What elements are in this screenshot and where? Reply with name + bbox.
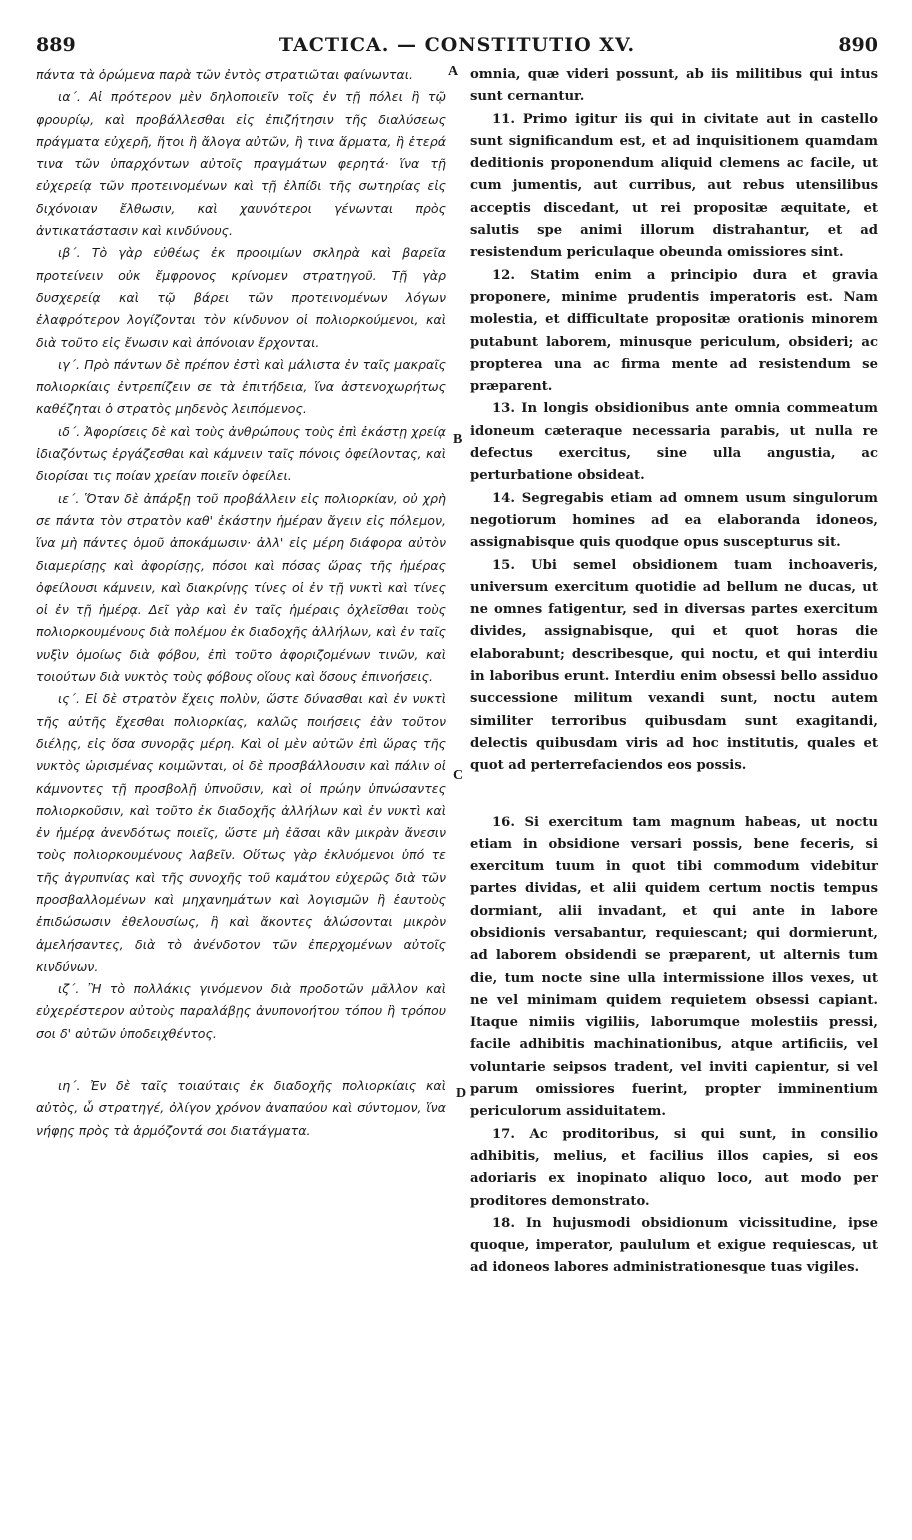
- latin-paragraph: 17. Ac proditoribus, si qui sunt, in consilio adhibitis, melius, et facilius illos capies, si eos adoriaris ex inopinato aliquo loco, aut modo per proditores demonstrato.: [470, 1126, 878, 1209]
- latin-paragraph: 18. In hujusmodi obsidionum vicissitudine, ipse quoque, imperator, paululum et exigue requiescas, ut ad idoneos labores administrationesque tuas vigiles.: [470, 1215, 878, 1276]
- latin-paragraph: 11. Primo igitur iis qui in civitate aut in castello sunt significandum est, et ad inquisitionem quamdam deditionis proponendum aliquid clemens ac facile, ut cum jumentis, aut curribus, aut rebus utensilibus acceptis discedant, ut rei propositæ æquitate, et salutis spe animi illorum distrahantur, et ad resistendum periculaque obeunda omissiores sint.: [470, 111, 878, 261]
- greek-paragraph: πάντα τὰ ὁρώμενα παρὰ τῶν ἐντὸς στρατιῶται φαίνωνται.: [36, 67, 414, 82]
- latin-paragraph: 14. Segregabis etiam ad omnem usum singulorum negotiorum homines ad ea elaboranda idoneos, assignabisque quis quodque opus suscepturus sit.: [470, 490, 878, 551]
- page-number-right: 890: [838, 34, 878, 56]
- margin-marker: C: [453, 768, 464, 783]
- greek-paragraph: ιγ΄. Πρὸ πάντων δὲ πρέπον ἐστὶ καὶ μάλιστα ἐν ταῖς μακραῖς πολιορκίαις ἐντρεπίζειν σε τὰ ἐπιτήδεια, ἵνα ἀστενοχωρήτως καθέζηται ὁ στρατὸς μηδενὸς λειπόμενος.: [36, 356, 446, 417]
- greek-paragraph: ις΄. Εἰ δὲ στρατὸν ἔχεις πολὺν, ὥστε δύνασθαι καὶ ἐν νυκτὶ τῆς αὐτῆς ἔχεσθαι πολιορκίας, καλῶς ποιήσεις ἐὰν τοῦτον διέλῃς, εἰς ὅσα συνορᾷς μέρη. Καὶ οἱ μὲν αὐτῶν ἐπὶ ὥρας τῆς νυκτὸς ὡρισμένας κοιμῶνται, οἱ δὲ προσβάλλουσιν καὶ πάλιν οἱ κάμνοντες τῇ προσβολῇ ὑπνοῦσιν, καὶ οἱ πρώην ὑπνώσαντες πολιορκοῦσιν, καὶ τοῦτο ἐκ διαδοχῆς ἀλλήλων καὶ ἐν νυκτὶ καὶ ἐν ἡμέρᾳ ἀνενδότως ποιεῖς, ὥστε μὴ ἐᾶσαι κἂν μικρὰν ἄνεσιν τοὺς πολιορκουμένους λαβεῖν. Οὕτως γὰρ ἐκλυόμενοι ὑπό τε τῆς ἀγρυπνίας καὶ τῆς συνοχῆς τοῦ καμάτου εὐχερῶς διὰ τῶν προσβαλλομένων καὶ μηχανημάτων καὶ λογισμῶν ἢ ἑαυτοὺς ἐπιδώσωσιν ἐθελουσίως, ἢ καὶ ἄκοντες ἁλώσονται μικρὸν ἀμελήσαντες, διὰ τὸ ἀνένδοτον τῶν ἐπερχομένων αὐτοῖς κινδύνων.: [36, 691, 446, 974]
- latin-paragraph: 15. Ubi semel obsidionem tuam inchoaveris, universum exercitum quotidie ad bellum ne ducas, ut ne omnes fatigentur, sed in diversas partes exercitum divides, assignabisque, qui et quot horas die elaborabunt; describesque, qui noctu, et qui interdiu in laboribus erunt. Interdiu enim obsessi bello assiduo successione militum vexandi sunt, noctu autem similiter terroribus quibusdam sunt exagitandi, delectis quibusdam viris ad hoc institutis, quales et quot ad perterrefaciendos eos possis.: [470, 557, 878, 774]
- greek-paragraph: ιη΄. Ἐν δὲ ταῖς τοιαύταις ἐκ διαδοχῆς πολιορκίαις καὶ αὐτὸς, ὦ στρατηγέ, ὀλίγον χρόνον ἀναπαύου καὶ σύντομον, ἵνα νήφῃς πρὸς τὰ ἁρμόζοντά σοι διατάγματα.: [36, 1078, 446, 1138]
- greek-paragraph: ιβ΄. Τὸ γὰρ εὐθέως ἐκ προοιμίων σκληρὰ καὶ βαρεῖα προτείνειν οὐκ ἔμφρονος κρίνομεν στρατηγοῦ. Τῇ γὰρ δυσχερείᾳ καὶ τῷ βάρει τῶν προτεινομένων λόγων ἐλαφρότερον λογίζονται τὸν κίνδυνον οἱ πολιορκούμενοι, καὶ διὰ τοῦτο εἰς ἔνωσιν καὶ ἀπόνοιαν ἔρχονται.: [36, 245, 446, 350]
- running-title: TACTICA. — CONSTITUTIO XV.: [278, 34, 636, 56]
- margin-marker: D: [456, 1086, 467, 1101]
- greek-column: [36, 64, 446, 1142]
- page-number-left: 889: [36, 34, 76, 56]
- greek-paragraph: ιε΄. Ὅταν δὲ ἀπάρξῃ τοῦ προβάλλειν εἰς πολιορκίαν, οὐ χρὴ σε πάντα τὸν στρατὸν καθ' ἑκάστην ἡμέραν ἄγειν εἰς πόλεμον, ἵνα μὴ πάντες ὁμοῦ ἀποκάμωσιν· ἀλλ' εἰς μέρη διάφορα αὐτὸν διαμερίσῃς καὶ ἀφορίσῃς, πόσοι καὶ πόσας ὥρας τῆς ἡμέρας ὀφείλουσι κάμνειν, καὶ διακρίνῃς τίνες οἱ ἐν τῇ νυκτὶ καὶ τίνες οἱ ἐν τῇ ἡμέρᾳ. Δεῖ γὰρ καὶ ἐν ταῖς ἡμέραις ὀχλεῖσθαι τοὺς πολιορκουμένους διὰ πολέμου ἐκ διαδοχῆς ἀλλήλων, καὶ ἐν ταῖς νυξὶν ὁμοίως διὰ φόβου, ἐπὶ τοῦτο ἀφοριζομένων τινῶν, καὶ τοιούτων διὰ νυκτὸς τοὺς φόβους οἵους καὶ ὅσους ἐπινοήσεις.: [36, 490, 446, 685]
- margin-marker: B: [453, 432, 463, 447]
- latin-paragraph: 12. Statim enim a principio dura et gravia proponere, minime prudentis imperatoris est. Nam molestia, et difficultate propositæ orationis minorem putabunt laborem, minusque periculum, obsideri; ac propterea una ac firma mente ad resistendum se præparent.: [470, 267, 878, 395]
- greek-paragraph: ιζ΄. Ἢ τὸ πολλάκις γινόμενον διὰ προδοτῶν μᾶλλον καὶ εὐχερέστερον αὐτοὺς παραλάβῃς ἀνυπονοήτου τόπου ἢ τρόπου σοι δ' αὐτῶν ὑποδειχθέντος.: [36, 981, 446, 1041]
- page-header: [36, 34, 878, 64]
- paragraph-gap: [36, 1045, 446, 1075]
- latin-column: [470, 64, 878, 1280]
- margin-marker: A: [448, 64, 459, 79]
- latin-paragraph: omnia, quæ videri possunt, ab iis militibus qui intus sunt cernantur.: [470, 67, 878, 105]
- latin-paragraph: 16. Si exercitum tam magnum habeas, ut noctu etiam in obsidione versari possis, bene feceris, si exercitum tuum in quot tibi commodum videbitur partes dividas, et alii quidem certum noctis tempus dormiant, alii invadant, et qui ante in labore obsidionis versabantur, requiescant; qui dormierunt, ad laborem obsidendi se præparent, ut alternis tum die, tum nocte sine ulla intermissione illos vexes, ut ne vel minimam quidem requietem obsessi capiant. Itaque nimiis vigiliis, laborumque molestiis pressi, facile adhibitis machinationibus, atque artificiis, vel voluntarie seipsos tradent, vel inviti capientur, si vel parum omissiores fuerint, propter imminentium periculorum assiduitatem.: [470, 814, 878, 1120]
- paragraph-gap: [470, 778, 878, 812]
- greek-paragraph: ια΄. Αἱ πρότερον μὲν δηλοποιεῖν τοῖς ἐν τῇ πόλει ἢ τῷ φρουρίῳ, καὶ προβάλλεσθαι εἰς ἐπιζήτησιν τῆς διαλύσεως πράγματα εὐχερῆ, ἤτοι ἢ ἄλογα αὐτῶν, ἢ τινα ἅρματα, ἢ ἑτερά τινα τῶν ὑπαρχόντων αὐτοῖς πραγμάτων φερητά· ἵνα τῇ εὐχερείᾳ τῶν προτεινομένων καὶ τῇ ἐλπίδι τῆς σωτηρίας εἰς διχόνοιαν ἔλθωσιν, καὶ χαυνότεροι γένωνται πρὸς ἀντικατάστασιν καὶ κινδύνους.: [36, 89, 446, 239]
- greek-paragraph: ιδ΄. Ἀφορίσεις δὲ καὶ τοὺς ἀνθρώπους τοὺς ἐπὶ ἑκάστῃ χρείᾳ ἰδιαζόντως ἐργάζεσθαι καὶ κάμνειν ταῖς πόνοις ὀφείλοντας, καὶ διορίσαι τις ποίαν χρείαν ποιεῖν ὀφείλει.: [36, 423, 446, 484]
- latin-paragraph: 13. In longis obsidionibus ante omnia commeatum idoneum cæteraque necessaria parabis, ut nulla re defectus exercitus, sine ulla angustia, ac perturbatione obsideat.: [470, 401, 878, 484]
